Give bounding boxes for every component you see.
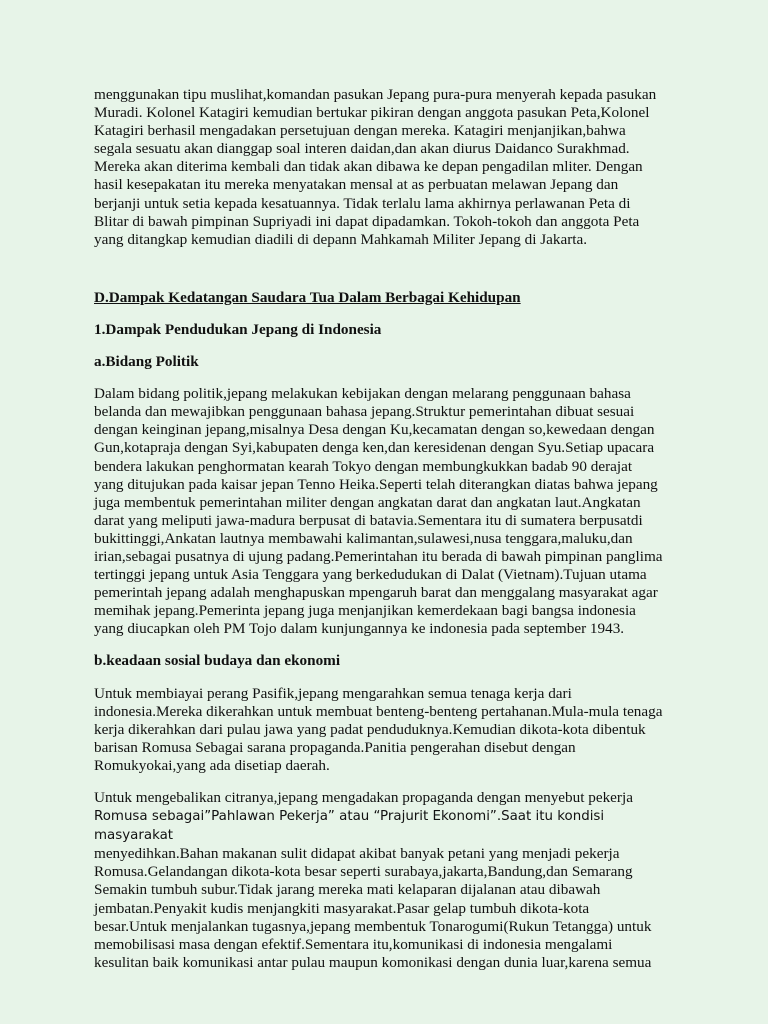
document-body <box>94 86 684 986</box>
text-line: dengan keinginan jepang,misalnya Desa dengan Ku,kecamatan dengan so,kewedaan dengan <box>94 421 655 439</box>
text-line: hasil kesepakatan itu mereka menyatakan mensal at as perbuatan melawan Jepang dan <box>94 176 619 194</box>
text-line: jembatan.Penyakit kudis menjangkiti masyarakat.Pasar gelap tumbuh dikota-kota <box>94 899 590 917</box>
text-line: kesulitan baik komunikasi antar pulau maupun komonikasi dengan dunia luar,karena semua <box>94 953 652 971</box>
text-line: irian,sebagai pusatnya di ujung padang.Pemerintahan itu berada di bawah pimpinan panglima <box>94 547 663 565</box>
text-line: memobilisasi masa dengan efektif.Sementara itu,komunikasi di indonesia mengalami <box>94 935 613 953</box>
spacer <box>94 263 684 289</box>
text-line: Dalam bidang politik,jepang melakukan kebijakan dengan melarang penggunaan bahasa <box>94 385 631 403</box>
text-line: pemerintah jepang adalah menghapuskan mpengaruh barat dan menggalang masyarakat agar <box>94 584 658 602</box>
text-line: belanda dan mewajibkan penggunaan bahasa jepang.Struktur pemerintahan dibuat sesuai <box>94 403 635 421</box>
text-line: besar.Untuk menjalankan tugasnya,jepang membentuk Tonarogumi(Rukun Tetangga) untuk <box>94 917 652 935</box>
text-line: Romukyokai,yang ada disetiap daerah. <box>94 756 330 774</box>
text-line: Semakin tumbuh subur.Tidak jarang mereka mati kelaparan dijalanan atau dibawah <box>94 881 601 899</box>
section-heading-d: D.Dampak Kedatangan Saudara Tua Dalam Berbagai Kehidupan <box>94 288 521 306</box>
text-line: Katagiri berhasil mengadakan persetujuan dengan mereka. Katagiri menjanjikan,bahwa <box>94 122 626 140</box>
paragraph-sosial-2 <box>94 789 684 972</box>
text-line: Muradi. Kolonel Katagiri kemudian bertukar pikiran dengan anggota pasukan Peta,Kolonel <box>94 104 650 122</box>
subsection-heading-b: b.keadaan sosial budaya dan ekonomi <box>94 652 341 670</box>
text-line: yang ditujukan pada kaisar jepan Tenno Heika.Seperti telah diterangkan diatas bahwa jepang <box>94 475 658 493</box>
text-line: barisan Romusa Sebagai sarana propaganda.Panitia pengerahan disebut dengan <box>94 738 576 756</box>
text-line: menggunakan tipu muslihat,komandan pasukan Jepang pura-pura menyerah kepada pasukan <box>94 86 657 103</box>
paragraph-sosial-1 <box>94 685 684 775</box>
text-line: berjanji untuk setia kepada kesatuannya. Tidak terlalu lama akhirnya perlawanan Peta di <box>94 194 631 212</box>
text-line: Romusa sebagai”Pahlawan Pekerja” atau “Prajurit Ekonomi”.Saat itu kondisi masyarakat <box>94 809 605 844</box>
text-line: indonesia.Mereka dikerahkan untuk membuat benteng-benteng pertahanan.Mula-mula tenaga <box>94 702 663 720</box>
subsection-heading-a: a.Bidang Politik <box>94 353 199 371</box>
text-line: juga membentuk pemerintahan militer dengan angkatan darat dan angkatan laut.Angkatan <box>94 493 641 511</box>
text-line: tertinggi jepang untuk Asia Tenggara yang berkedudukan di Dalat (Vietnam).Tujuan utama <box>94 566 647 584</box>
text-line: menyedihkan.Bahan makanan sulit didapat akibat banyak petani yang menjadi pekerja <box>94 845 620 863</box>
text-line: yang diucapkan oleh PM Tojo dalam kunjungannya ke indonesia pada september 1943. <box>94 620 625 638</box>
text-line: darat yang meliputi jawa-madura berpusat di batavia.Sementara itu di sumatera berpusatdi <box>94 511 643 529</box>
text-line: bendera lakukan penghormatan kearah Tokyo dengan membungkukkan badab 90 derajat <box>94 457 633 475</box>
text-line: Gun,kotapraja dengan Syi,kabupaten denga ken,dan keresidenan dengan Syu.Setiap upacara <box>94 439 655 457</box>
text-line: bukittinggi,Ankatan lautnya membawahi kalimantan,sulawesi,nusa tenggara,maluku,dan <box>94 529 633 547</box>
text-line: kerja dikerahkan dari pulau jawa yang padat penduduknya.Kemudian dikota-kota dibentuk <box>94 720 646 738</box>
subsection-heading-1: 1.Dampak Pendudukan Jepang di Indonesia <box>94 320 382 338</box>
paragraph-politik <box>94 385 684 638</box>
text-line: Untuk mengebalikan citranya,jepang mengadakan propaganda dengan menyebut pekerja <box>94 789 633 806</box>
text-line: yang ditangkap kemudian diadili di depann Mahkamah Militer Jepang di Jakarta. <box>94 230 588 248</box>
text-line: Romusa.Gelandangan dikota-kota besar seperti surabaya,jakarta,Bandung,dan Semarang <box>94 863 633 881</box>
text-line: Blitar di bawah pimpinan Supriyadi ini dapat dipadamkan. Tokoh-tokoh dan anggota Peta <box>94 212 640 230</box>
text-line: Mereka akan diterima kembali dan tidak akan dibawa ke depan pengadilan mliter. Dengan <box>94 158 643 176</box>
text-line: segala sesuatu akan dianggap soal interen daidan,dan akan diurus Daidanco Surakhmad. <box>94 140 630 158</box>
text-line: memihak jepang.Pemerinta jepang juga menjanjikan kemerdekaan bagi bangsa indonesia <box>94 602 636 620</box>
text-line: Untuk membiayai perang Pasifik,jepang mengarahkan semua tenaga kerja dari <box>94 684 572 702</box>
paragraph-intro <box>94 86 684 249</box>
